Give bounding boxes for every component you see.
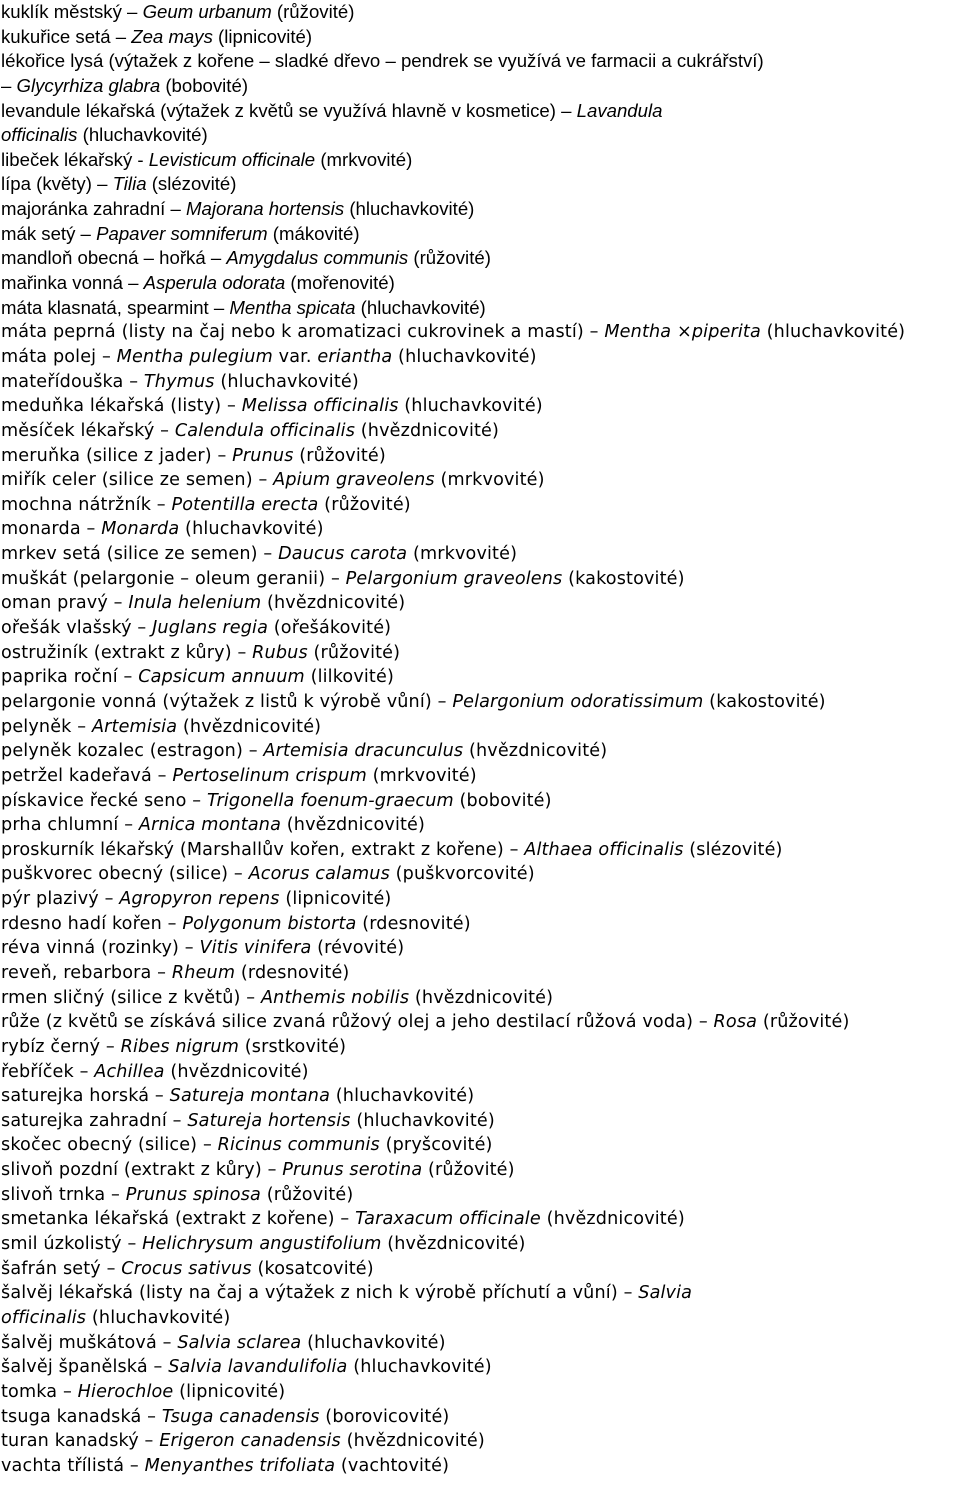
latin-name: Daucus carota — [278, 544, 408, 565]
entry-text: měsíček lékařský – — [1, 420, 175, 441]
latin-name: Rosa — [713, 1012, 758, 1033]
plant-entry — [0, 197, 960, 222]
entry-text: (bobovité) — [160, 74, 249, 96]
entry-text: (růžovité) — [293, 445, 386, 466]
plant-entry — [0, 1158, 960, 1183]
entry-text: smetanka lékařská (extrakt z kořene) – — [1, 1209, 356, 1230]
entry-text: prha chlumní – — [1, 815, 139, 836]
entry-line — [1, 690, 960, 715]
entry-line — [1, 370, 960, 395]
plant-entry — [0, 1133, 960, 1158]
plant-entry — [0, 1429, 960, 1454]
latin-name: Arnica montana — [138, 815, 282, 836]
entry-text: (hvězdnicovité) — [261, 593, 406, 614]
plant-entry — [0, 25, 960, 50]
entry-text: (slézovité) — [146, 173, 237, 195]
entry-text: (mrkvovité) — [434, 470, 545, 491]
latin-name: Ribes nigrum — [120, 1036, 240, 1057]
latin-name: Ricinus communis — [217, 1135, 380, 1156]
plant-entry — [0, 887, 960, 912]
entry-line — [1, 542, 960, 567]
entry-text: (lipnicovité) — [212, 25, 313, 47]
entry-text: (lipnicovité) — [173, 1381, 286, 1402]
plant-entry — [0, 591, 960, 616]
plant-entry — [0, 468, 960, 493]
entry-line — [1, 49, 960, 74]
plant-entry — [0, 1183, 960, 1208]
plant-entry — [0, 641, 960, 666]
entry-line — [1, 419, 960, 444]
latin-name: Satureja montana — [169, 1086, 331, 1107]
plant-entry — [0, 49, 960, 98]
plant-entry — [0, 986, 960, 1011]
entry-line — [1, 1158, 960, 1183]
entry-text: tomka – — [1, 1381, 78, 1402]
latin-name: officinalis — [1, 1307, 87, 1328]
entry-text: var. — [272, 346, 318, 367]
plant-entry — [0, 862, 960, 887]
latin-name: Pelargonium odoratissimum — [452, 691, 704, 712]
entry-text: oman pravý – — [1, 593, 129, 614]
entry-line — [1, 1257, 960, 1282]
entry-text: pelyněk kozalec (estragon) – — [1, 741, 264, 762]
plant-entry — [0, 1010, 960, 1035]
latin-name: Prunus spinosa — [125, 1184, 261, 1205]
plant-entry — [0, 1232, 960, 1257]
entry-text: mák setý – — [1, 222, 97, 244]
entry-line — [1, 912, 960, 937]
entry-line — [1, 1405, 960, 1430]
entry-text: majoránka zahradní – — [1, 198, 187, 220]
latin-name: Inula helenium — [128, 593, 262, 614]
latin-name: Apium graveolens — [273, 470, 435, 491]
entry-line — [1, 1084, 960, 1109]
plant-entry — [0, 1281, 960, 1330]
entry-text: (slézovité) — [683, 839, 783, 860]
entry-line — [1, 468, 960, 493]
entry-text: saturejka zahradní – — [1, 1110, 188, 1131]
entry-text: turan kanadský – — [1, 1431, 160, 1452]
entry-text: máta klasnatá, spearmint – — [1, 296, 230, 318]
entry-line — [1, 862, 960, 887]
latin-name: Erigeron canadensis — [159, 1431, 341, 1452]
latin-name: Hierochloe — [77, 1381, 174, 1402]
entry-text: libeček lékařský - — [1, 148, 149, 170]
entry-text: levandule lékařská (výtažek z květů se využívá hlavně v kosmetice) – — [1, 99, 577, 121]
entry-line — [1, 665, 960, 690]
plant-entry — [0, 222, 960, 247]
plant-entry — [0, 1084, 960, 1109]
entry-line — [1, 1355, 960, 1380]
entry-text: (hluchavkovité) — [398, 396, 543, 417]
entry-text: šafrán setý – — [1, 1258, 122, 1279]
entry-line — [1, 715, 960, 740]
entry-line — [1, 1035, 960, 1060]
latin-name: Prunus serotina — [282, 1160, 423, 1181]
entry-text: – — [1, 74, 17, 96]
latin-name: Artemisia — [91, 716, 178, 737]
plant-entry — [0, 912, 960, 937]
entry-text: (hvězdnicovité) — [463, 741, 608, 762]
entry-line — [1, 25, 960, 50]
latin-name: Levisticum officinale — [148, 148, 316, 170]
entry-line — [1, 74, 960, 99]
plant-entry — [0, 1109, 960, 1134]
plant-entry — [0, 370, 960, 395]
entry-line — [1, 1133, 960, 1158]
plant-entry — [0, 493, 960, 518]
latin-name: Salvia — [638, 1283, 693, 1304]
entry-text: (rdesnovité) — [235, 962, 350, 983]
entry-line — [1, 591, 960, 616]
latin-name: Asperula odorata — [143, 272, 286, 294]
entry-text: (mákovité) — [267, 222, 360, 244]
entry-text: (rdesnovité) — [356, 913, 471, 934]
entry-text: (růžovité) — [307, 642, 401, 663]
plant-entry — [0, 296, 960, 321]
plant-entry — [0, 1380, 960, 1405]
plant-entry — [0, 813, 960, 838]
entry-text: (růžovité) — [422, 1160, 515, 1181]
entry-line — [1, 789, 960, 814]
entry-text: paprika roční – — [1, 667, 139, 688]
entry-line — [1, 123, 960, 148]
latin-name: Tilia — [112, 173, 147, 195]
entry-text: mařinka vonná – — [1, 272, 144, 294]
entry-text: miřík celer (silice ze semen) – — [1, 470, 274, 491]
latin-name: Anthemis nobilis — [260, 987, 410, 1008]
entry-text: (kakostovité) — [562, 568, 685, 589]
entry-text: (hluchavkovité) — [392, 346, 537, 367]
plant-entry — [0, 1355, 960, 1380]
latin-name: Achillea — [94, 1061, 165, 1082]
plant-entry — [0, 567, 960, 592]
entry-text: (hvězdnicovité) — [409, 987, 554, 1008]
entry-text: (hluchavkovité) — [330, 1086, 475, 1107]
entry-line — [1, 345, 960, 370]
latin-name: Agropyron repens — [119, 889, 280, 910]
plant-entry — [0, 0, 960, 25]
entry-text: (lilkovité) — [304, 667, 394, 688]
entry-text: (ořešákovité) — [268, 618, 392, 639]
latin-name: Calendula officinalis — [174, 420, 356, 441]
latin-name: Acorus calamus — [248, 864, 390, 885]
entry-text: kukuřice setá – — [1, 25, 132, 47]
plant-entry — [0, 665, 960, 690]
entry-text: (mrkvovité) — [366, 765, 477, 786]
plant-entry — [0, 517, 960, 542]
entry-text: (mrkvovité) — [315, 148, 413, 170]
entry-text: (hluchavkovité) — [77, 124, 208, 146]
entry-text: (kakostovité) — [703, 691, 826, 712]
entry-text: lípa (květy) – — [1, 173, 113, 195]
latin-name: Amygdalus communis — [226, 247, 409, 269]
plant-entry — [0, 1060, 960, 1085]
entry-text: řebříček – — [1, 1061, 95, 1082]
latin-name: Melissa officinalis — [241, 396, 399, 417]
entry-text: mrkev setá (silice ze semen) – — [1, 544, 279, 565]
entry-text: (kosatcovité) — [251, 1258, 374, 1279]
entry-text: (révovité) — [311, 938, 405, 959]
entry-text: (růžovité) — [408, 247, 491, 269]
entry-line — [1, 1306, 960, 1331]
entry-line — [1, 320, 960, 345]
entry-text: tsuga kanadská – — [1, 1406, 162, 1427]
entry-text: smil úzkolistý – — [1, 1234, 143, 1255]
latin-name: Crocus sativus — [121, 1258, 252, 1279]
plant-entry — [0, 690, 960, 715]
plant-entry — [0, 542, 960, 567]
latin-name: Satureja hortensis — [187, 1110, 351, 1131]
latin-name: Geum urbanum — [142, 1, 272, 22]
plant-entry — [0, 715, 960, 740]
plant-entry — [0, 345, 960, 370]
entry-line — [1, 172, 960, 197]
entry-line — [1, 1331, 960, 1356]
latin-name: Pertoselinum crispum — [172, 765, 367, 786]
plant-entry — [0, 394, 960, 419]
entry-text: mandloň obecná – hořká – — [1, 247, 227, 269]
plant-entry — [0, 616, 960, 641]
entry-text: vachta třílistá – — [1, 1455, 145, 1476]
entry-text: šalvěj španělská – — [1, 1357, 169, 1378]
entry-text: mochna nátržník – — [1, 494, 172, 515]
latin-name: Glycyrhiza glabra — [16, 74, 161, 96]
entry-text: (hvězdnicovité) — [281, 815, 426, 836]
entry-text: pýr plazivý – — [1, 889, 120, 910]
entry-line — [1, 197, 960, 222]
entry-line — [1, 813, 960, 838]
entry-text: (srstkovité) — [239, 1036, 347, 1057]
entry-line — [1, 1281, 960, 1306]
entry-text: ostružiník (extrakt z kůry) – — [1, 642, 253, 663]
entry-text: (hvězdnicovité) — [177, 716, 322, 737]
entry-text: (mrkvovité) — [407, 544, 518, 565]
latin-name: Mentha ×piperita — [604, 322, 761, 343]
latin-name: Prunus — [232, 445, 294, 466]
entry-text: (hvězdnicovité) — [540, 1209, 685, 1230]
entry-line — [1, 0, 960, 25]
entry-text: (hluchavkovité) — [179, 519, 324, 540]
entry-text: (hluchavkovité) — [760, 322, 906, 343]
latin-name: Trigonella foenum-graecum — [206, 790, 454, 811]
plant-entry — [0, 320, 960, 345]
entry-line — [1, 444, 960, 469]
entry-line — [1, 517, 960, 542]
entry-line — [1, 148, 960, 173]
entry-text: (hluchavkovité) — [355, 296, 486, 318]
latin-name: eriantha — [317, 346, 393, 367]
latin-name: Juglans regia — [152, 618, 269, 639]
entry-text: (růžovité) — [271, 1, 355, 22]
entry-line — [1, 271, 960, 296]
entry-text: slivoň pozdní (extrakt z kůry) – — [1, 1160, 283, 1181]
entry-text: (hvězdnicovité) — [340, 1431, 485, 1452]
latin-name: Tsuga canadensis — [161, 1406, 320, 1427]
entry-text: monarda – — [1, 519, 102, 540]
entry-text: (hluchavkovité) — [301, 1332, 446, 1353]
entry-line — [1, 567, 960, 592]
entry-line — [1, 1380, 960, 1405]
plant-entry — [0, 961, 960, 986]
entry-text: (borovicovité) — [319, 1406, 450, 1427]
entry-text: (hluchavkovité) — [347, 1357, 492, 1378]
latin-name: Althaea officinalis — [524, 839, 684, 860]
entry-text: růže (z květů se získává silice zvaná růžový olej a jeho destilací růžová voda) – — [1, 1012, 714, 1033]
entry-line — [1, 1010, 960, 1035]
latin-name: Pelargonium graveolens — [345, 568, 563, 589]
entry-text: lékořice lysá (výtažek z kořene – sladké dřevo – pendrek se využívá ve farmacii a cukrářství) — [1, 50, 764, 72]
entry-text: kuklík městský – — [1, 1, 143, 22]
entry-line — [1, 1207, 960, 1232]
entry-text: (růžovité) — [260, 1184, 354, 1205]
latin-name: Polygonum bistorta — [182, 913, 357, 934]
plant-entry — [0, 246, 960, 271]
entry-text: pelargonie vonná (výtažek z listů k výrobě vůní) – — [1, 691, 453, 712]
entry-line — [1, 222, 960, 247]
entry-text: (hvězdnicovité) — [164, 1061, 309, 1082]
entry-line — [1, 739, 960, 764]
entry-line — [1, 764, 960, 789]
entry-line — [1, 1454, 960, 1479]
entry-text: rdesno hadí kořen – — [1, 913, 183, 934]
latin-name: Salvia lavandulifolia — [168, 1357, 348, 1378]
entry-text: réva vinná (rozinky) – — [1, 938, 200, 959]
entry-text: saturejka horská – — [1, 1086, 170, 1107]
plant-entry — [0, 444, 960, 469]
entry-text: muškát (pelargonie – oleum geranii) – — [1, 568, 346, 589]
entry-line — [1, 641, 960, 666]
entry-text: skočec obecný (silice) – — [1, 1135, 218, 1156]
entry-line — [1, 246, 960, 271]
entry-text: (růžovité) — [757, 1012, 850, 1033]
entry-text: (pryšcovité) — [379, 1135, 493, 1156]
entry-text: puškvorec obecný (silice) – — [1, 864, 249, 885]
latin-name: Mentha pulegium — [116, 346, 273, 367]
latin-name: Papaver somniferum — [96, 222, 268, 244]
latin-name: Monarda — [101, 519, 180, 540]
latin-name: Taraxacum officinale — [355, 1209, 541, 1230]
plant-entry — [0, 936, 960, 961]
entry-text: (bobovité) — [453, 790, 552, 811]
latin-name: Salvia sclarea — [177, 1332, 302, 1353]
entry-line — [1, 296, 960, 321]
plant-entry — [0, 739, 960, 764]
entry-line — [1, 1429, 960, 1454]
latin-name: Vitis vinifera — [199, 938, 312, 959]
entry-line — [1, 1060, 960, 1085]
entry-line — [1, 99, 960, 124]
entry-line — [1, 1183, 960, 1208]
plant-entry — [0, 1207, 960, 1232]
entry-text: šalvěj muškátová – — [1, 1332, 178, 1353]
entry-text: ořešák vlašský – — [1, 618, 153, 639]
plant-entry — [0, 172, 960, 197]
plant-entry — [0, 838, 960, 863]
plant-entry — [0, 1454, 960, 1479]
latin-name: Menyanthes trifoliata — [144, 1455, 336, 1476]
entry-text: (lipnicovité) — [279, 889, 392, 910]
entry-text: (hluchavkovité) — [344, 198, 475, 220]
entry-text: (mořenovité) — [285, 272, 395, 294]
plant-entry — [0, 99, 960, 148]
entry-line — [1, 1109, 960, 1134]
entry-text: pelyněk – — [1, 716, 92, 737]
entry-text: pískavice řecké seno – — [1, 790, 207, 811]
plant-entry — [0, 1257, 960, 1282]
entry-text: rybíz černý – — [1, 1036, 121, 1057]
entry-text: (hvězdnicovité) — [381, 1234, 526, 1255]
entry-text: rmen sličný (silice z květů) – — [1, 987, 261, 1008]
entry-text: petržel kadeřavá – — [1, 765, 173, 786]
entry-text: (růžovité) — [318, 494, 411, 515]
entry-line — [1, 936, 960, 961]
entry-text: (hluchavkovité) — [350, 1110, 495, 1131]
latin-name: Mentha spicata — [229, 296, 356, 318]
plant-entry — [0, 419, 960, 444]
latin-name: Thymus — [143, 371, 215, 392]
entry-text: meruňka (silice z jader) – — [1, 445, 233, 466]
plant-entry — [0, 1035, 960, 1060]
entry-text: proskurník lékařský (Marshallův kořen, extrakt z kořene) – — [1, 839, 525, 860]
latin-name: officinalis — [1, 124, 78, 146]
entry-line — [1, 1232, 960, 1257]
plant-entry — [0, 1405, 960, 1430]
entry-text: máta peprná (listy na čaj nebo k aromatizaci cukrovinek a mastí) – — [1, 322, 605, 343]
entry-text: meduňka lékařská (listy) – — [1, 396, 242, 417]
latin-name: Rubus — [252, 642, 308, 663]
plant-entry — [0, 764, 960, 789]
entry-text: (vachtovité) — [335, 1455, 450, 1476]
entry-line — [1, 493, 960, 518]
plant-entry — [0, 789, 960, 814]
entry-text: reveň, rebarbora – — [1, 962, 172, 983]
entry-text: (hvězdnicovité) — [355, 420, 500, 441]
entry-text: (puškvorcovité) — [389, 864, 535, 885]
entry-line — [1, 838, 960, 863]
plant-entry — [0, 148, 960, 173]
latin-name: Artemisia dracunculus — [263, 741, 464, 762]
entry-text: (hluchavkovité) — [214, 371, 359, 392]
entry-line — [1, 887, 960, 912]
entry-line — [1, 961, 960, 986]
latin-name: Potentilla erecta — [171, 494, 319, 515]
latin-name: Helichrysum angustifolium — [142, 1234, 382, 1255]
latin-name: Zea mays — [131, 25, 213, 47]
entry-line — [1, 394, 960, 419]
entry-text: máta polej – — [1, 346, 117, 367]
entry-text: slivoň trnka – — [1, 1184, 126, 1205]
entry-line — [1, 986, 960, 1011]
entry-text: mateřídouška – — [1, 371, 144, 392]
plant-entry — [0, 1331, 960, 1356]
plant-entry — [0, 271, 960, 296]
entry-line — [1, 616, 960, 641]
latin-name: Capsicum annuum — [138, 667, 305, 688]
entry-text: šalvěj lékařská (listy na čaj a výtažek z nich k výrobě příchutí a vůní) – — [1, 1283, 639, 1304]
latin-name: Rheum — [171, 962, 236, 983]
entry-text: (hluchavkovité) — [86, 1307, 231, 1328]
latin-name: Majorana hortensis — [186, 198, 345, 220]
latin-name: Lavandula — [576, 99, 663, 121]
